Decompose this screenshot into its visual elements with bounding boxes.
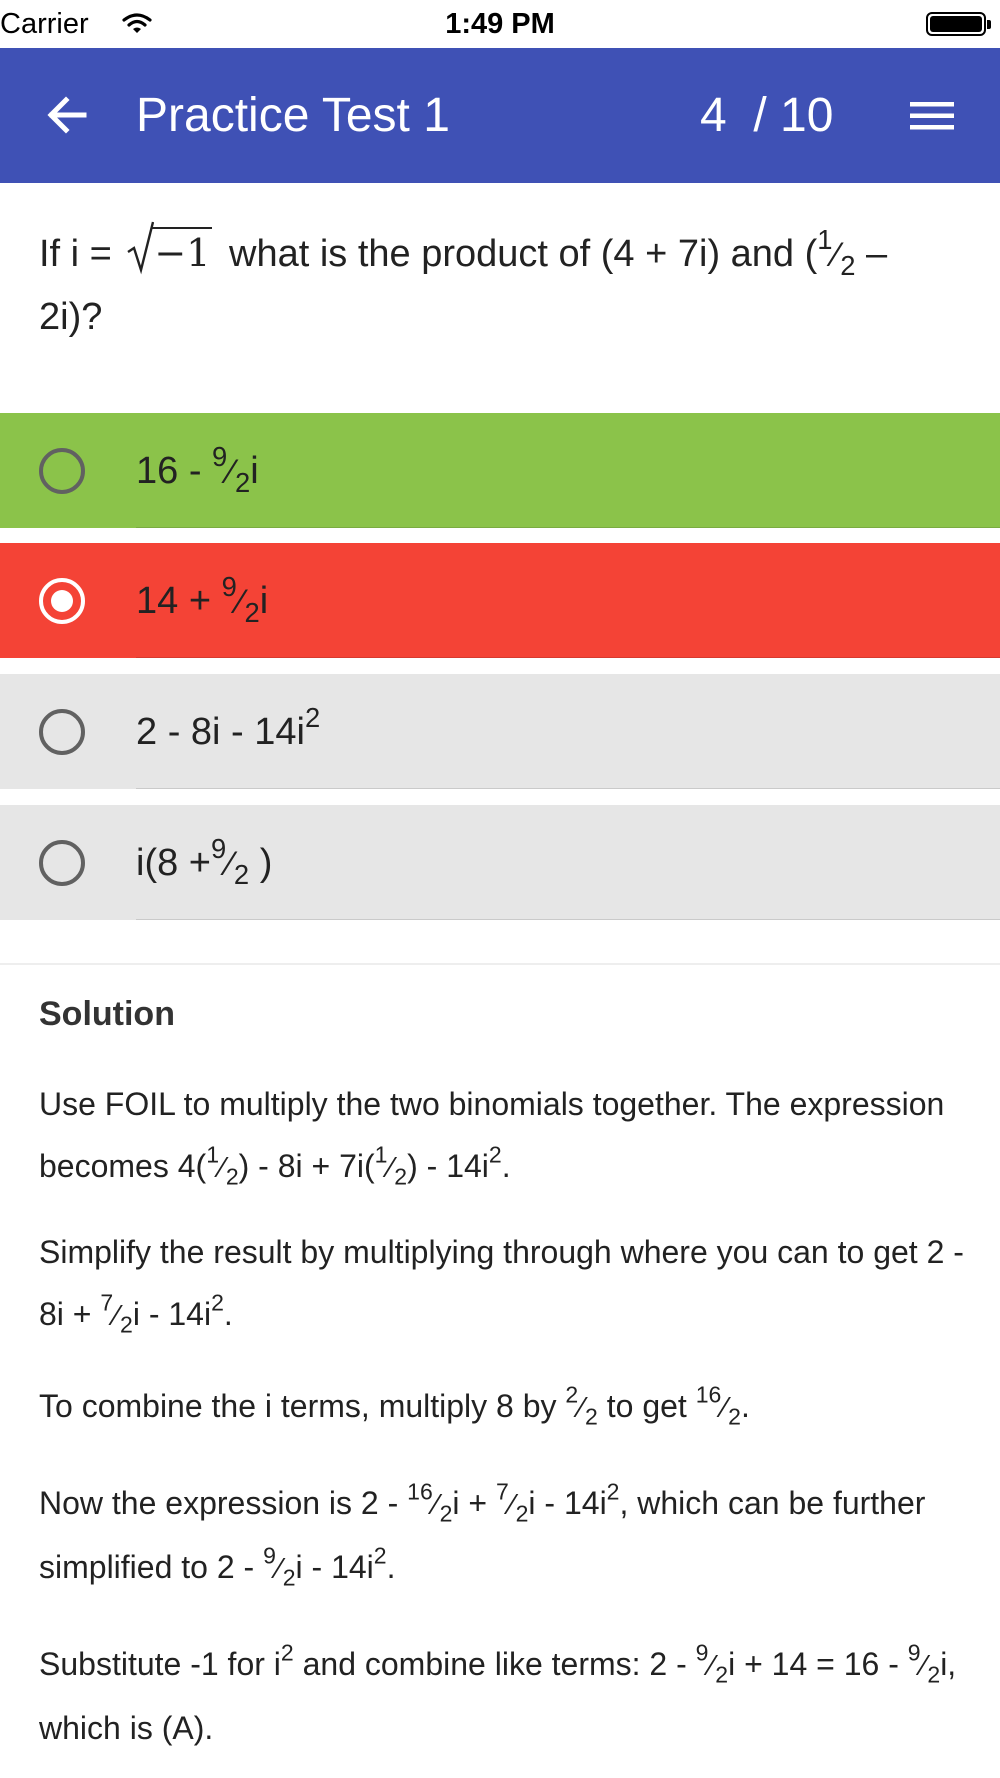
divider (0, 963, 1000, 965)
status-bar (0, 0, 1000, 48)
question-text: If i = −1 what is the product of (4 + 7i) and ($^1⁄_2$ – 2i)? (39, 222, 969, 348)
question-counter: 4 / 10 (700, 89, 834, 142)
solution-paragraph: Substitute -1 for $i^2$ and combine like terms: $2 - ^9⁄_2i + 14 = 16$ - $^9⁄_2i$, which is (A). (39, 1639, 957, 1746)
solution-paragraph: To combine the i terms, multiply 8 by $^2⁄_2$ to get $^{16}⁄_2$. (39, 1381, 750, 1430)
answer-option-2[interactable] (0, 543, 1000, 658)
radio-button-selected[interactable] (39, 578, 85, 624)
answer-label: $2 - 8i - 14i^2$ (136, 702, 321, 753)
solution-heading: Solution (39, 995, 175, 1033)
answer-label: $i(8 +^9⁄_2$ ) (136, 833, 273, 890)
solution-paragraph: Use FOIL to multiply the two binomials together. The expression becomes $4(^1⁄_2) - 8i$ + $7i(^1⁄_2) - 14i^2$. (39, 1086, 945, 1190)
answer-option-1[interactable] (0, 413, 1000, 528)
answer-label: $14 + ^9⁄_2i$ (136, 571, 269, 628)
radio-button[interactable] (39, 709, 85, 755)
radio-button[interactable] (39, 448, 85, 494)
square-root-expression: −1 (126, 222, 212, 284)
answer-option-3[interactable] (0, 674, 1000, 789)
page-title: Practice Test 1 (136, 89, 450, 142)
solution-paragraph: Simplify the result by multiplying through where you can to get $2 - 8i + ^7⁄_2i - 14i^2$. (39, 1234, 964, 1338)
radio-button[interactable] (39, 840, 85, 886)
carrier-label: Carrier (0, 8, 89, 40)
battery-icon (926, 12, 986, 36)
clock: 1:49 PM (445, 8, 555, 40)
solution-paragraph: Now the expression is $2 - ^{16}⁄_2i$ + $^7⁄_2i - 14i^2$, which can be further simplified to $2 - ^9⁄_2i - 14i^2$. (39, 1478, 926, 1591)
back-arrow-icon[interactable] (42, 90, 92, 140)
answer-label: $16 - ^9⁄_2i$ (136, 441, 259, 498)
hamburger-menu-icon[interactable] (908, 96, 956, 136)
answer-option-4[interactable] (0, 805, 1000, 920)
app-bar (0, 48, 1000, 183)
